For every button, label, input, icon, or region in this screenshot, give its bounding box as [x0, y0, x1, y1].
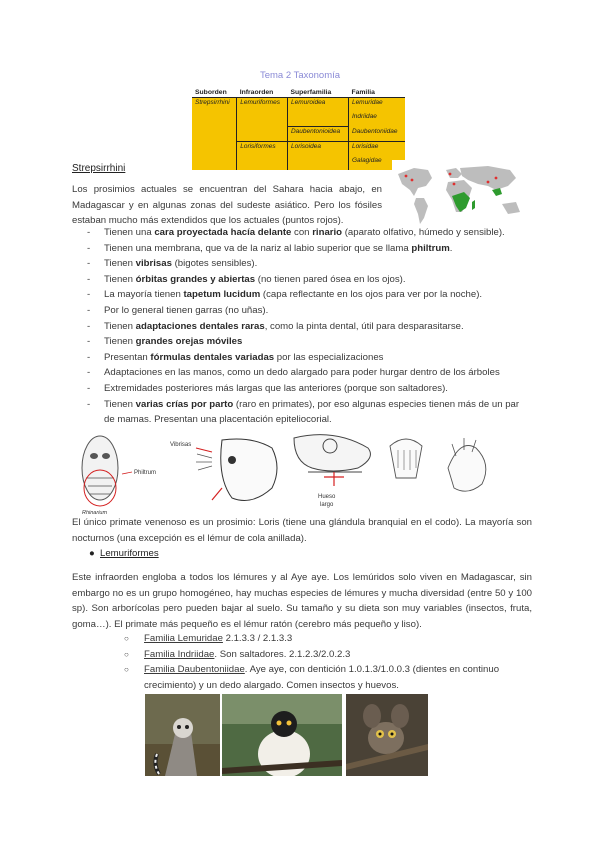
table-cell: [287, 112, 348, 127]
list-item: - Presentan fórmulas dentales variadas por las especializaciones: [72, 350, 532, 366]
ring-tailed-lemur-photo: [145, 694, 220, 776]
dental-comb-drawing: [390, 439, 422, 478]
table-row: [192, 127, 405, 142]
table-cell: Lemuridae: [348, 98, 405, 113]
traits-list: [72, 225, 532, 428]
fossil-point: [411, 179, 414, 182]
table-cell: [237, 112, 288, 127]
table-cell: Daubentonioidea: [287, 127, 348, 142]
list-item: - Tienen órbitas grandes y abiertas (no tienen pared ósea en los ojos).: [72, 272, 532, 288]
lemur-face-drawing: [82, 436, 156, 516]
table-cell: [192, 156, 237, 170]
table-row: [192, 112, 405, 127]
table-header-row: [192, 88, 405, 98]
fossil-point: [405, 175, 408, 178]
section-heading-strepsirrhini: Strepsirrhini: [72, 163, 126, 174]
table-cell: Lemuriformes: [237, 98, 288, 113]
lemur-skull-drawing: [294, 435, 370, 508]
table-cell: [237, 156, 288, 170]
list-item-lemuridae: ○ Familia Lemuridae 2.1.3.3 / 2.1.3.3: [72, 631, 532, 647]
table-row: [192, 156, 405, 170]
lemur-profile-drawing: [170, 439, 277, 500]
table-cell: [287, 156, 348, 170]
header-infraorden: Infraorden: [237, 88, 288, 98]
list-item: - Por lo general tienen garras (no uñas).: [72, 303, 532, 319]
table-cell: [192, 127, 237, 142]
sifaka-photo: [222, 694, 342, 776]
list-item: - La mayoría tienen tapetum lucidum (capa reflectante en los ojos para ver por la noche).: [72, 287, 532, 303]
anatomy-illustrations: [72, 428, 532, 518]
table-cell: Lorisiformes: [237, 142, 288, 157]
list-item: - Tienen una cara proyectada hacía delante con rinario (aparato olfativo, húmedo y sensible).: [72, 225, 532, 241]
aye-aye-photo: [346, 694, 428, 776]
taxonomy-table: [192, 88, 405, 170]
table-cell: Lemuroidea: [287, 98, 348, 113]
fossil-point: [449, 173, 452, 176]
lemur-hand-drawing: [448, 438, 486, 491]
page-title: Tema 2 Taxonomía: [259, 70, 341, 81]
header-familia: Familia: [348, 88, 405, 98]
section-heading-lemuriformes: ● Lemuriformes: [72, 548, 159, 559]
table-cell: [192, 142, 237, 157]
svg-text:Rhinarium: Rhinarium: [82, 510, 108, 516]
bullet-icon: ●: [89, 548, 95, 559]
svg-text:Vibrisas: Vibrisas: [170, 442, 192, 448]
list-item-daubentoniidae: ○ Familia Daubentoniidae. Aye aye, con dentición 1.0.1.3/1.0.0.3 (dientes en continuo crecimiento) y un dedo alargado. Comen insectos y huevos.: [72, 662, 532, 693]
table-cell: Galagidae: [348, 156, 405, 170]
table-cell: Strepsirrhini: [195, 99, 230, 106]
list-item: - Tienen vibrisas (bigotes sensibles).: [72, 256, 532, 272]
list-item: - Tienen una membrana, que va de la nariz al labio superior que se llama philtrum.: [72, 241, 532, 257]
table-cell: Daubentoniidae: [348, 127, 405, 142]
list-item: - Tienen varias crías por parto (raro en primates), por eso algunas especies tienen más de un par de mamas. Presentan una placentación epiteliocorial.: [72, 397, 532, 428]
venom-paragraph: El único primate venenoso es un prosimio: Loris (tiene una glándula branquial en el codo). La mayoría son nocturnos (una excepción es el lémur de cola anillada).: [72, 517, 532, 544]
families-list: [72, 631, 532, 693]
distribution-map: [392, 160, 530, 230]
intro-paragraph: Los prosimios actuales se encuentran del Sahara hacia abajo, en Madagascar y en algunas zonas del sudeste asiático. Pero los fósiles estaban mucho más extendidos que los actuales (puntos rojos).: [72, 184, 382, 227]
svg-text:Philtrum: Philtrum: [134, 470, 157, 476]
svg-text:Hueso: Hueso: [318, 494, 336, 500]
svg-text:largo: largo: [320, 502, 334, 508]
header-suborden: Suborden: [192, 88, 237, 98]
list-item: - Tienen grandes orejas móviles: [72, 334, 532, 350]
list-item: - Tienen adaptaciones dentales raras, como la pinta dental, útil para desparasitarse.: [72, 319, 532, 335]
table-row: [192, 142, 405, 157]
list-item: - Adaptaciones en las manos, como un dedo alargado para poder hurgar dentro de los árboles: [72, 365, 532, 381]
list-item-indriidae: ○ Familia Indriidae. Son saltadores. 2.1.2.3/2.0.2.3: [72, 647, 532, 663]
fossil-point: [487, 181, 490, 184]
table-cell: Lorisidae: [348, 142, 405, 157]
table-cell: [237, 127, 288, 142]
lemuriformes-paragraph: Este infraorden engloba a todos los lémures y al Aye aye. Los lemúridos solo viven en Madagascar, sin embargo no es un grupo homogéneo, hay muchas especies de lémures y mucha diversidad (entre 50 y 100 sp). Son arborícolas pero pueden bajar al suelo. Su tamaño y su dieta son muy variables (insectos, fruta, goma…). El primate más pequeño es el lémur ratón (cerebro más pequeño y liso).: [72, 572, 532, 630]
table-row: [192, 98, 405, 113]
list-item: - Extremidades posteriores más largas que las anteriores (porque son saltadores).: [72, 381, 532, 397]
table-cell: [192, 112, 237, 127]
fossil-point: [453, 183, 456, 186]
table-cell: Lorisoidea: [287, 142, 348, 157]
fossil-point: [495, 177, 498, 180]
header-superfamilia: Superfamilia: [287, 88, 348, 98]
table-cell: Indriidae: [348, 112, 405, 127]
